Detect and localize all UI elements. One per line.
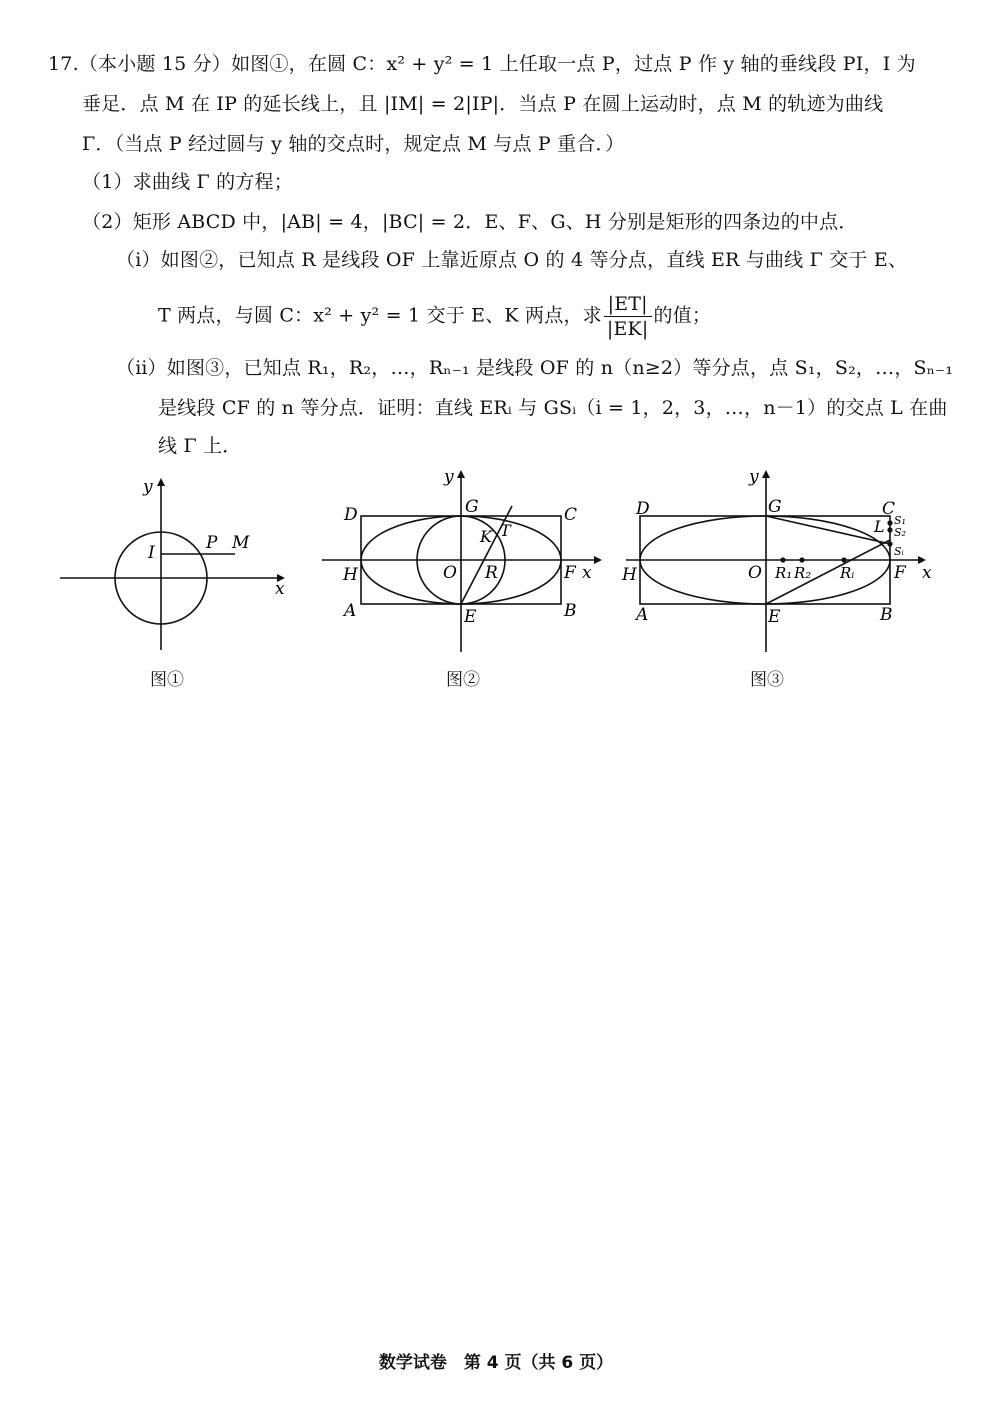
label-y: y [749, 467, 759, 487]
label-C: C [564, 505, 578, 525]
label-si: Sᵢ [894, 545, 904, 558]
label-ri: Rᵢ [840, 564, 855, 582]
label-x: x [922, 563, 932, 583]
label-C: C [882, 499, 896, 519]
label-r2: R₂ [794, 564, 812, 582]
x-axis-arrow [594, 556, 602, 564]
problem-line-1: 17.（本小题 15 分）如图①，在圆 C：x² + y² = 1 上任取一点 P，过点 P 作 y 轴的垂线段 PI，I 为 [48, 53, 916, 75]
problem-part-2ii-line-2: 是线段 CF 的 n 等分点．证明：直线 ERᵢ 与 GSᵢ（i = 1，2，3，…，n－1）的交点 L 在曲 [158, 397, 948, 419]
label-s2: S₂ [894, 526, 906, 539]
point-si [887, 541, 892, 546]
label-L: L [874, 517, 885, 536]
fraction-denominator: |EK| [606, 318, 649, 340]
label-D: D [344, 505, 358, 525]
fraction-trail-text: 的值； [653, 304, 712, 327]
line-gsi [766, 516, 890, 544]
figure-3-caption: 图③ [750, 670, 784, 690]
label-G: G [768, 497, 782, 517]
y-axis-arrow [762, 470, 770, 478]
y-axis-arrow [157, 478, 165, 486]
problem-part-1: （1）求曲线 Γ 的方程； [82, 171, 293, 193]
label-K: K [480, 527, 492, 546]
figure-2-caption: 图② [446, 670, 480, 690]
label-y: y [143, 477, 153, 497]
label-G: G [465, 497, 479, 517]
point-s1 [887, 520, 892, 525]
figure-1 [55, 470, 295, 660]
label-P: P [206, 533, 218, 553]
figure-2 [318, 462, 608, 662]
problem-line-3: Γ．（当点 P 经过圆与 y 轴的交点时，规定点 M 与点 P 重合．） [82, 133, 625, 155]
label-x: x [275, 579, 285, 599]
page-footer: 数学试卷 第 4 页（共 6 页） [378, 1353, 614, 1373]
fraction-lead-text: T 两点，与圆 C：x² + y² = 1 交于 E、K 两点，求 [158, 304, 602, 327]
label-H: H [622, 565, 637, 585]
label-E: E [768, 607, 781, 627]
point-r2 [799, 557, 804, 562]
label-s1: S₁ [894, 514, 906, 527]
label-H: H [343, 565, 358, 585]
label-D: D [636, 499, 650, 519]
point-r1 [780, 557, 785, 562]
fraction-numerator: |ET| [604, 292, 652, 317]
problem-part-2: （2）矩形 ABCD 中，|AB| = 4，|BC| = 2．E、F、G、H 分别是矩形的四条边的中点． [82, 211, 858, 233]
label-y: y [444, 467, 454, 487]
label-O: O [748, 563, 762, 583]
label-I: I [148, 543, 155, 563]
label-E: E [464, 607, 477, 627]
point-s2 [887, 527, 892, 532]
figure-3 [620, 462, 950, 662]
figure-1-caption: 图① [150, 670, 184, 690]
label-A: A [636, 605, 649, 625]
problem-part-2i-line-2 [158, 292, 711, 341]
fraction-et-over-ek [604, 292, 652, 341]
label-B: B [564, 601, 577, 621]
label-O: O [443, 563, 457, 583]
label-r1: R₁ [775, 564, 793, 582]
label-A: A [344, 601, 357, 621]
problem-part-2ii-line-1: （ⅱ）如图③，已知点 R₁，R₂，…，Rₙ₋₁ 是线段 OF 的 n（n≥2）等分点，点 S₁，S₂，…，Sₙ₋₁ [116, 357, 954, 379]
label-M: M [232, 533, 250, 553]
label-F: F [564, 563, 576, 583]
label-T: T [500, 521, 511, 540]
label-x: x [582, 563, 592, 583]
problem-part-2i-line-1: （ⅰ）如图②，已知点 R 是线段 OF 上靠近原点 O 的 4 等分点，直线 ER 与曲线 Γ 交于 E、 [116, 249, 908, 271]
problem-part-2ii-line-3: 线 Γ 上． [158, 435, 242, 457]
label-B: B [880, 605, 893, 625]
point-ri [841, 557, 846, 562]
label-R: R [485, 563, 498, 583]
label-F: F [894, 563, 906, 583]
y-axis-arrow [457, 470, 465, 478]
problem-line-2: 垂足．点 M 在 IP 的延长线上，且 |IM| = 2|IP|．当点 P 在圆上运动时，点 M 的轨迹为曲线 [82, 93, 884, 115]
